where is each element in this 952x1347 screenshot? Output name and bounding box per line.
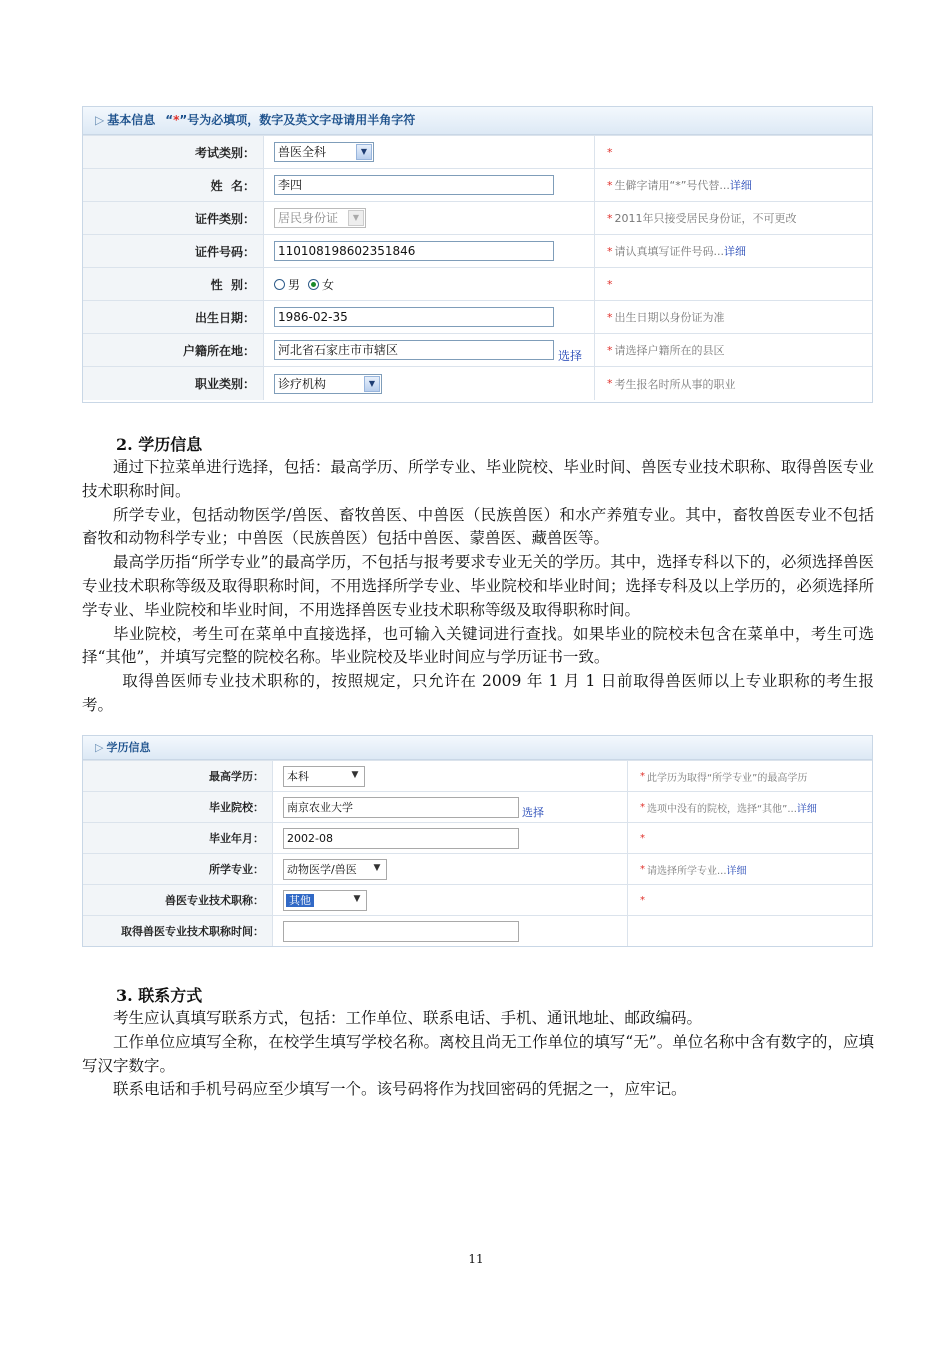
form-row-birthdate	[83, 300, 872, 333]
name-label: 姓 名：	[83, 169, 264, 201]
id-number-label: 证件号码：	[83, 235, 264, 267]
form-row-title-date	[83, 915, 872, 946]
major-select[interactable]	[283, 859, 387, 880]
highest-degree-value: 本科	[287, 769, 309, 783]
required-star: *	[607, 310, 613, 324]
id-number-detail-link[interactable]: 详细	[724, 245, 746, 258]
paragraph: 工作单位应填写全称，在校学生填写学校名称。离校且尚无工作单位的填写“无”。单位名称中含有数字的，应填写汉字数字。	[82, 1032, 874, 1075]
exam-type-label: 考试类别：	[83, 136, 264, 168]
paragraph: 联系电话和手机号码应至少填写一个。该号码将作为找回密码的凭据之一，应牢记。	[113, 1080, 687, 1099]
vet-title-label: 兽医专业技术职称：	[83, 885, 273, 915]
school-input[interactable]: 南京农业大学	[283, 797, 519, 818]
school-label: 毕业院校：	[83, 792, 273, 822]
required-star: *	[640, 770, 645, 782]
required-star: *	[640, 894, 645, 906]
expand-arrow-icon: ▷	[95, 741, 104, 754]
major-value: 动物医学/兽医	[287, 862, 357, 876]
section-3-heading: 3. 联系方式	[116, 986, 203, 1005]
school-tip: 选项中没有的院校，选择“其他”...	[647, 803, 797, 815]
paragraph: 毕业院校，考生可在菜单中直接选择，也可输入关键词进行查找。如果毕业的院校未包含在菜单中，考生可选择“其他”，并填写完整的院校名称。毕业院校及毕业时间应与学历证书一致。	[82, 624, 874, 667]
vet-title-date-input[interactable]	[283, 921, 519, 942]
chevron-down-icon: ▼	[348, 210, 364, 226]
household-input[interactable]: 河北省石家庄市市辖区	[274, 340, 554, 360]
gender-male-radio[interactable]	[274, 279, 285, 290]
required-star: *	[640, 801, 645, 813]
occupation-select[interactable]	[274, 374, 382, 394]
chevron-down-icon[interactable]: ▼	[364, 376, 380, 392]
paragraph: 通过下拉菜单进行选择，包括：最高学历、所学专业、毕业院校、毕业时间、兽医专业技术职称、取得兽医专业技术职称时间。	[82, 458, 874, 500]
name-input[interactable]: 李四	[274, 175, 554, 195]
grad-date-input[interactable]: 2002-08	[283, 828, 519, 849]
paragraph: 最高学历指“所学专业”的最高学历，不包括与报考要求专业无关的学历。其中，选择专科以下的，必须选择兽医专业技术职称等级及取得职称时间，不用选择所学专业、毕业院校和毕业时间；选择专科及以上学历的，必须选择所学专业、毕业院校和毕业时间，不用选择兽医专业技术职称等级及取得职称时间。	[82, 553, 874, 619]
paragraph: 考生应认真填写联系方式，包括：工作单位、联系电话、手机、通讯地址、邮政编码。	[113, 1009, 703, 1027]
id-number-tip: 请认真填写证件号码...	[614, 245, 724, 258]
section-3-body	[82, 1007, 874, 1102]
id-type-label: 证件类别：	[83, 202, 264, 234]
exam-type-select[interactable]	[274, 142, 374, 162]
required-star: *	[607, 244, 613, 258]
required-star: *	[607, 277, 613, 291]
education-title: 学历信息	[106, 741, 151, 754]
form-row-occupation	[83, 366, 872, 400]
vet-title-value: 其他	[286, 894, 314, 907]
section-2-heading: 2. 学历信息	[116, 435, 203, 454]
highest-degree-select[interactable]	[283, 766, 365, 787]
basic-info-title: 基本信息	[107, 113, 156, 127]
paragraph: 取得兽医师专业技术职称的，按照规定，只允许在 2009 年 1 月 1 日前取得兽医师以上专业职称的考生报考。	[82, 672, 874, 714]
expand-arrow-icon: ▷	[95, 113, 105, 127]
form-row-title	[83, 884, 872, 915]
major-tip: 请选择所学专业...	[647, 865, 727, 877]
form-row-exam-type	[83, 135, 872, 168]
birthdate-label: 出生日期：	[83, 301, 264, 333]
chevron-down-icon[interactable]: ▼	[356, 144, 372, 160]
occupation-value: 诊疗机构	[278, 376, 327, 391]
form-row-school	[83, 791, 872, 822]
school-select-button[interactable]: 选择	[522, 806, 544, 819]
required-star: *	[173, 113, 180, 127]
form-row-id-number	[83, 234, 872, 267]
occupation-label: 职业类别：	[83, 367, 264, 400]
occupation-tip: 考生报名时所从事的职业	[614, 377, 736, 391]
form-row-household	[83, 333, 872, 366]
form-row-highest-degree	[83, 760, 872, 791]
required-star: *	[607, 211, 613, 225]
form-row-gender	[83, 267, 872, 300]
id-number-input[interactable]: 110108198602351846	[274, 241, 554, 261]
required-star: *	[640, 832, 645, 844]
form-row-id-type	[83, 201, 872, 234]
gender-female-label: 女	[322, 277, 335, 292]
vet-title-date-label: 取得兽医专业技术职称时间：	[83, 916, 273, 946]
birthdate-input[interactable]: 1986-02-35	[274, 307, 554, 327]
id-type-tip: 2011年只接受居民身份证，不可更改	[614, 212, 797, 225]
name-detail-link[interactable]: 详细	[729, 179, 752, 192]
id-type-value: 居民身份证	[278, 211, 339, 225]
household-label: 户籍所在地：	[83, 334, 264, 366]
form-row-grad-date	[83, 822, 872, 853]
birthdate-tip: 出生日期以身份证为准	[614, 311, 725, 324]
paragraph: 所学专业，包括动物医学/兽医、畜牧兽医、中兽医（民族兽医）和水产养殖专业。其中，畜牧兽医专业不包括畜牧和动物科学专业；中兽医（民族兽医）包括中兽医、蒙兽医、藏兽医等。	[82, 505, 874, 548]
section-2-body	[82, 456, 874, 718]
vet-title-select[interactable]	[283, 890, 367, 911]
required-star: *	[607, 343, 613, 357]
gender-male-label: 男	[288, 277, 301, 292]
note-quote-open: “	[165, 113, 174, 127]
chevron-down-icon[interactable]: ▼	[369, 861, 385, 877]
required-star: *	[607, 377, 613, 390]
name-tip: 生僻字请用“*”号代替...	[614, 179, 730, 192]
highest-degree-label: 最高学历：	[83, 761, 273, 791]
chevron-down-icon[interactable]: ▼	[349, 892, 365, 908]
id-type-select	[274, 208, 366, 228]
form-row-name	[83, 168, 872, 201]
school-detail-link[interactable]: 详细	[796, 803, 817, 815]
education-header	[83, 736, 872, 760]
form-row-major	[83, 853, 872, 884]
household-tip: 请选择户籍所在的县区	[614, 344, 725, 357]
basic-info-form	[82, 106, 873, 403]
chevron-down-icon[interactable]: ▼	[347, 768, 363, 784]
household-select-button[interactable]: 选择	[558, 348, 583, 363]
major-label: 所学专业：	[83, 854, 273, 884]
grad-date-label: 毕业年月：	[83, 823, 273, 853]
gender-female-radio[interactable]	[308, 279, 319, 290]
basic-info-header	[83, 107, 872, 135]
required-star: *	[607, 145, 613, 159]
header-note: ”号为必填项，数字及英文字母请用半角字符	[179, 113, 416, 127]
page-number: 11	[468, 1252, 484, 1266]
required-star: *	[640, 863, 645, 875]
gender-label: 性 别：	[83, 268, 264, 300]
education-form	[82, 735, 873, 947]
exam-type-value: 兽医全科	[278, 145, 327, 159]
major-detail-link[interactable]: 详细	[726, 865, 747, 877]
required-star: *	[607, 178, 613, 192]
highest-degree-tip: 此学历为取得“所学专业”的最高学历	[647, 772, 808, 784]
